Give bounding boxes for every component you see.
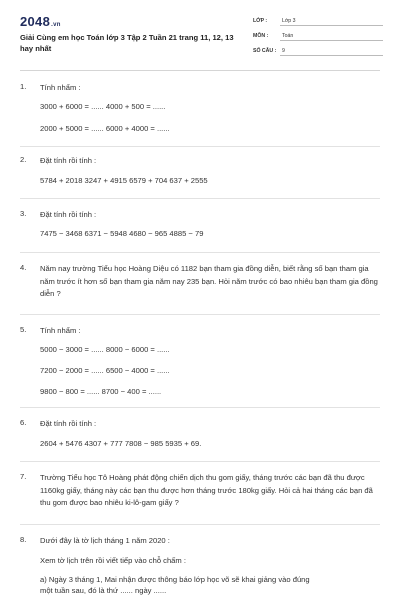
- question-line: 2000 + 5000 = ...... 6000 + 4000 = ......: [40, 124, 170, 133]
- question-5: [20, 325, 380, 397]
- question-line: 7475 − 3468 6371 − 5948 4680 − 965 4885 − 79: [40, 229, 204, 238]
- question-line: 5000 − 3000 = ...... 8000 − 6000 = ......: [40, 345, 170, 354]
- question-4: [20, 263, 380, 307]
- meta-row-subject: [253, 30, 383, 45]
- question-line: Xem tờ lịch trên rồi viết tiếp vào chỗ chấm :: [40, 556, 186, 565]
- question-number: 6.: [20, 418, 27, 427]
- question-number: 8.: [20, 535, 27, 544]
- meta-label: LỚP :: [253, 18, 268, 24]
- meta-value: Lớp 3: [282, 18, 296, 24]
- meta-row-count: [253, 45, 383, 60]
- question-line: 3000 + 6000 = ...... 4000 + 500 = ......: [40, 102, 166, 111]
- logo-suffix: .vn: [51, 22, 61, 28]
- question-number: 2.: [20, 155, 27, 164]
- question-prompt: Tính nhẩm :: [40, 83, 81, 92]
- question-separator: [20, 198, 380, 199]
- question-prompt: Trường Tiểu học Tô Hoàng phát động chiến dịch thu gom giấy, tháng trước các bạn đã thu được 1160kg giấy, tháng này các bạn thu được hơn tháng trước 180kg giấy. Hỏi cả hai tháng các bạn đã thu gom được bao nhiêu ki-lô-gam giấy ?: [40, 473, 373, 507]
- meta-value: Toán: [282, 33, 294, 39]
- question-number: 7.: [20, 472, 27, 481]
- site-logo[interactable]: [20, 14, 61, 29]
- question-3: [20, 209, 380, 245]
- meta-underline: [280, 25, 383, 26]
- question-number: 3.: [20, 209, 27, 218]
- question-line: một tuần sau, đó là thứ ...... ngày ......: [40, 586, 167, 595]
- question-separator: [20, 314, 380, 315]
- question-prompt: Năm nay trường Tiểu học Hoàng Diệu có 1182 bạn tham gia đồng diễn, biết rằng số bạn tham gia năm trước ít hơn số bạn tham gia năm nay 235 bạn. Hỏi năm trước có bao nhiêu bạn tham gia đồng diễn ?: [40, 264, 378, 298]
- question-number: 1.: [20, 82, 27, 91]
- question-number: 4.: [20, 263, 27, 272]
- question-6: [20, 418, 380, 454]
- question-number: 5.: [20, 325, 27, 334]
- question-separator: [20, 524, 380, 525]
- question-prompt: Đặt tính rồi tính :: [40, 419, 97, 428]
- meta-label: SỐ CÂU :: [253, 48, 277, 54]
- meta-underline: [280, 40, 383, 41]
- question-separator: [20, 407, 380, 408]
- document-title: Giải Cùng em học Toán lớp 3 Tập 2 Tuần 21 trang 11, 12, 13 hay nhất: [20, 33, 234, 53]
- page-header: [0, 0, 400, 70]
- question-prompt: Dưới đây là tờ lịch tháng 1 năm 2020 :: [40, 536, 170, 545]
- meta-panel: [253, 15, 383, 60]
- question-line: 9800 − 800 = ...... 8700 − 400 = ......: [40, 387, 162, 396]
- question-8: [20, 535, 380, 599]
- question-line: 5784 + 2018 3247 + 4915 6579 + 704 637 + 2555: [40, 176, 208, 185]
- meta-row-class: [253, 15, 383, 30]
- question-line: a) Ngày 3 tháng 1, Mai nhận được thông báo lớp học võ sẽ khai giảng vào đúng: [40, 575, 310, 584]
- question-7: [20, 472, 380, 516]
- question-1: [20, 82, 380, 142]
- question-separator: [20, 461, 380, 462]
- logo-text: 2048: [20, 14, 51, 29]
- question-line: 2604 + 5476 4307 + 777 7808 − 985 5935 + 69.: [40, 439, 202, 448]
- meta-value: 9: [282, 48, 285, 54]
- question-2: [20, 155, 380, 191]
- question-prompt: Đặt tính rồi tính :: [40, 156, 97, 165]
- header-divider: [20, 70, 380, 71]
- question-prompt: Tính nhẩm :: [40, 326, 81, 335]
- question-separator: [20, 252, 380, 253]
- question-line: 7200 − 2000 = ...... 6500 − 4000 = ......: [40, 366, 170, 375]
- question-separator: [20, 146, 380, 147]
- meta-label: MÔN :: [253, 33, 269, 39]
- meta-underline: [280, 55, 383, 56]
- question-prompt: Đặt tính rồi tính :: [40, 210, 97, 219]
